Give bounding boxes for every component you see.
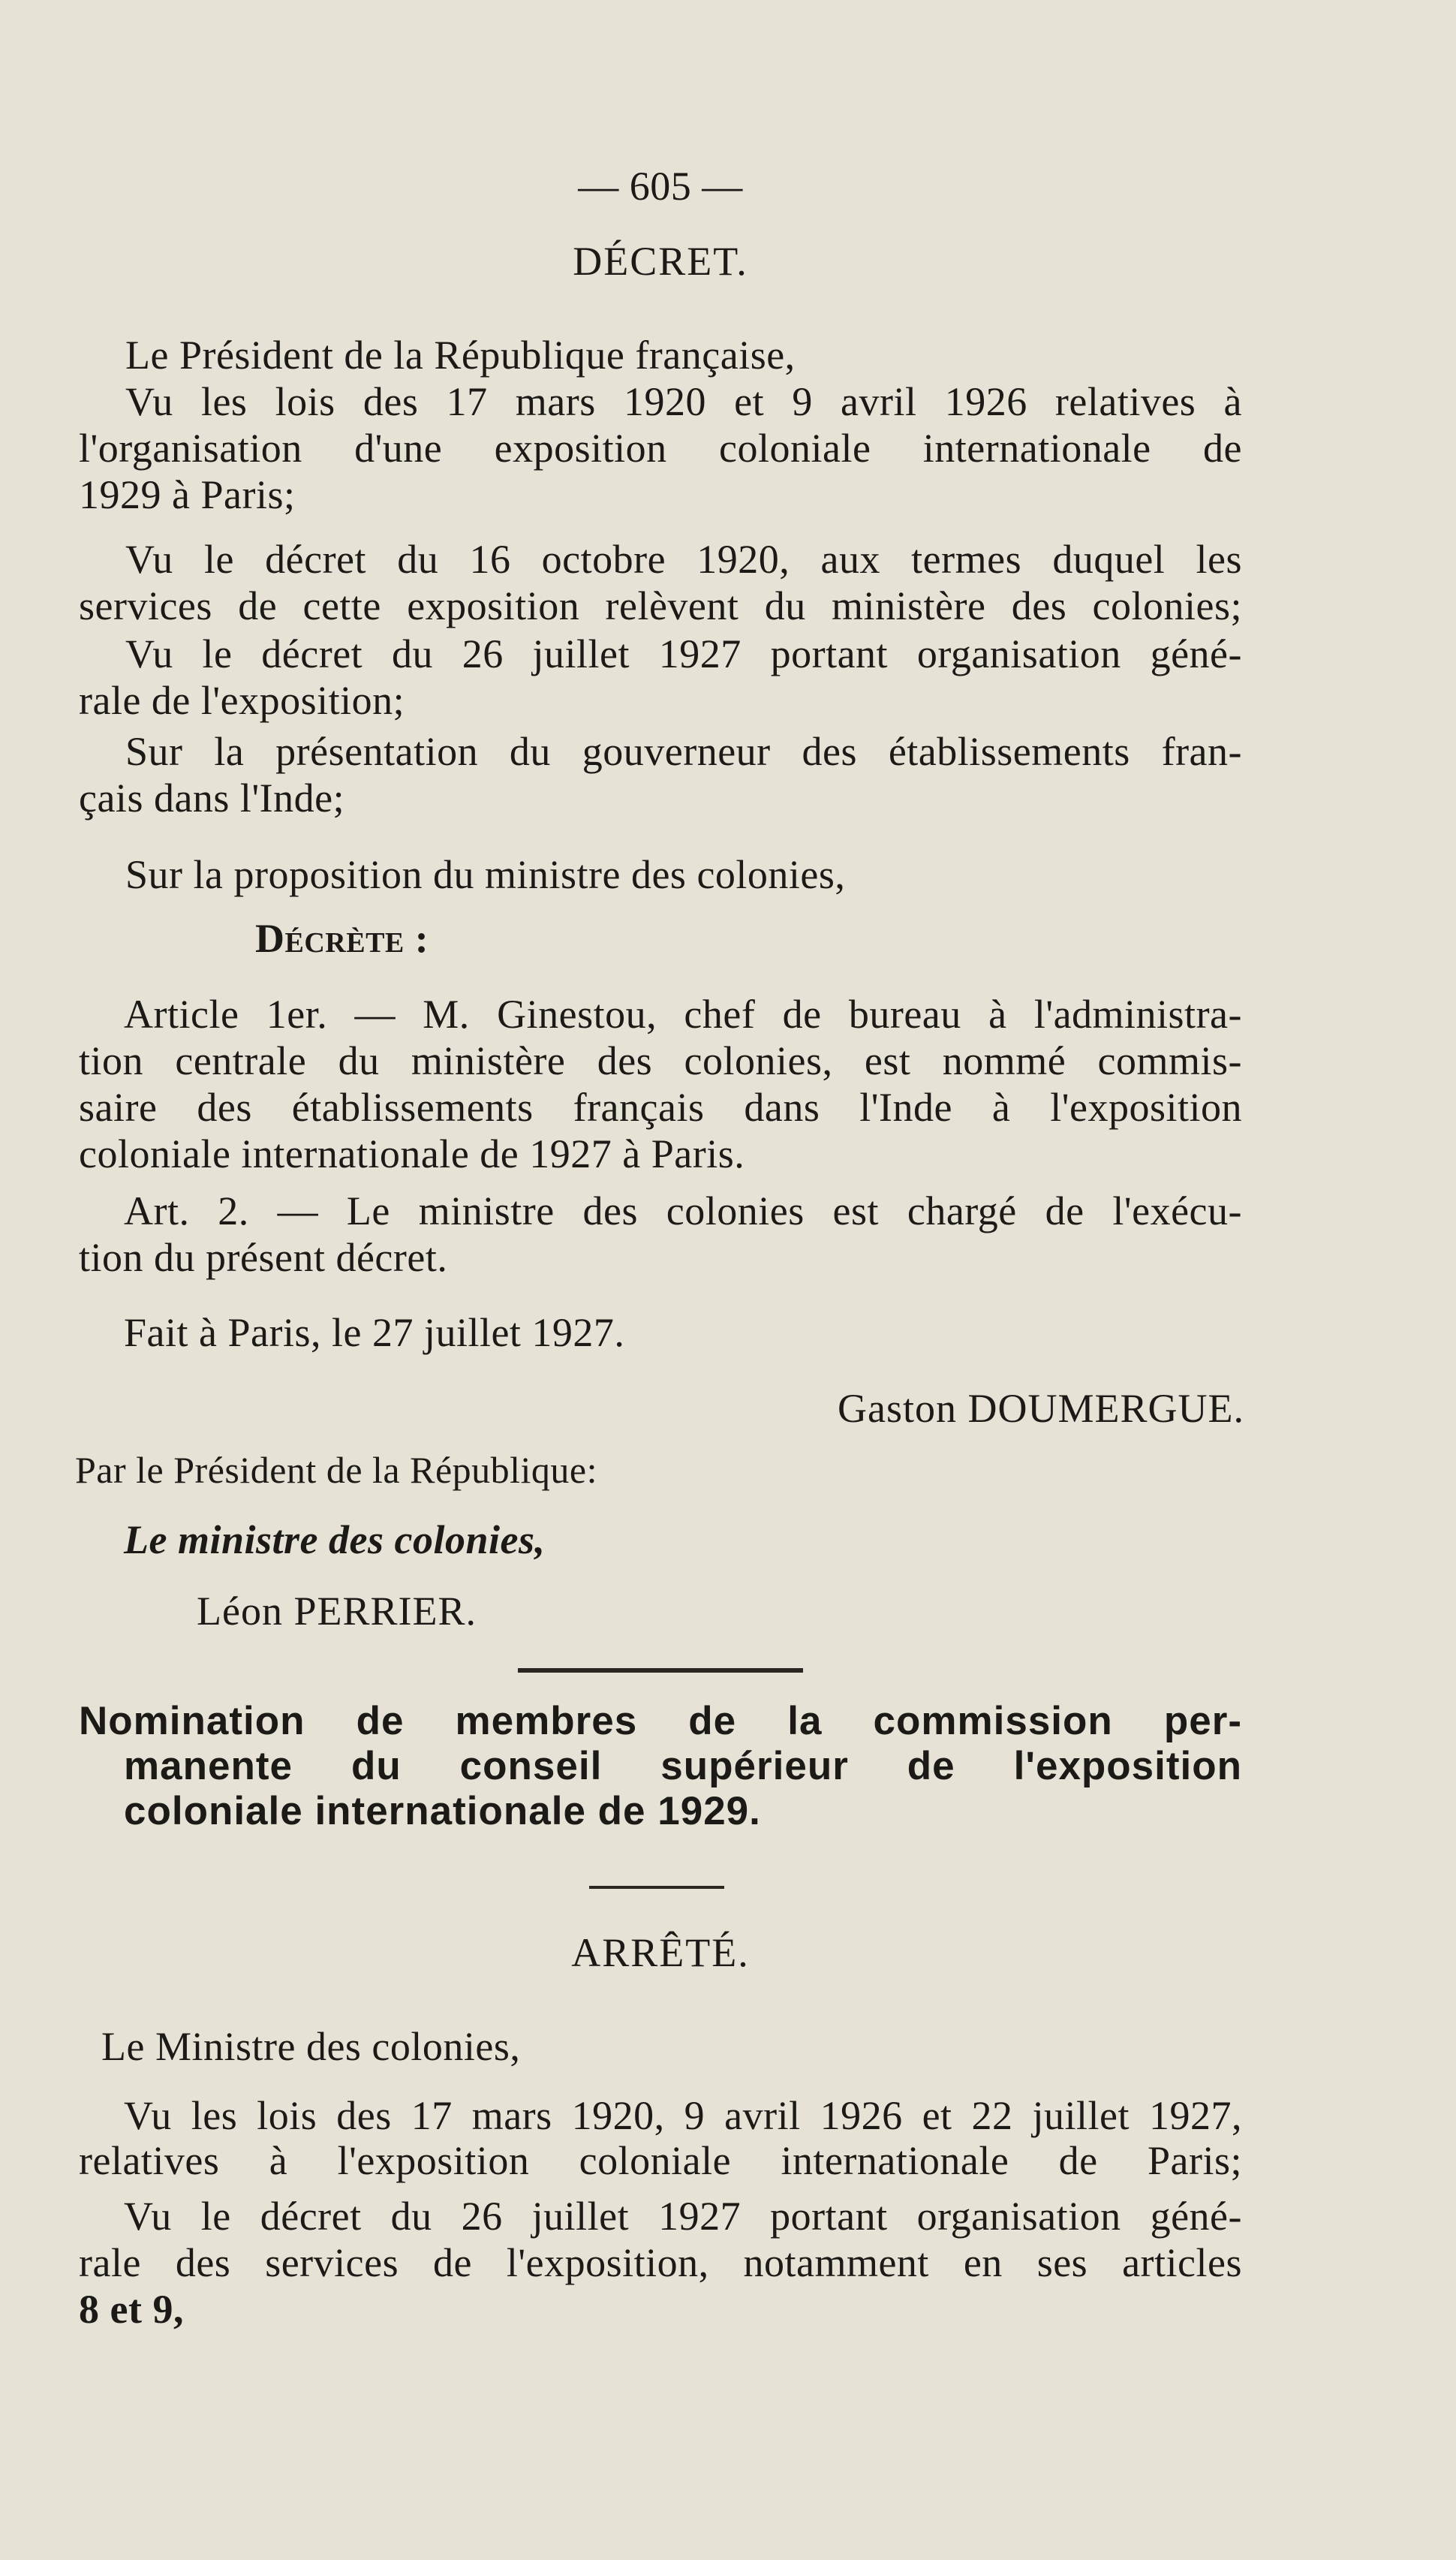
arrete-line: Vu les lois des 17 mars 1920, 9 avril 1926 et 22 juillet 1927,: [124, 2093, 1242, 2138]
preamble-line: rale de l'exposition;: [79, 678, 405, 723]
heading-divider: [589, 1886, 724, 1889]
minister-name: Léon PERRIER.: [197, 1589, 477, 1634]
minister-title: Le ministre des colonies,: [124, 1517, 546, 1562]
preamble-line: çais dans l'Inde;: [79, 776, 345, 821]
preamble-line: Vu les lois des 17 mars 1920 et 9 avril 1926 relatives à: [125, 379, 1242, 424]
article-line: coloniale internationale de 1927 à Paris.: [79, 1131, 745, 1176]
preamble-line: l'organisation d'une exposition coloniale internationale de: [79, 426, 1242, 471]
preamble-line: services de cette exposition relèvent du ministère des colonies;: [79, 583, 1242, 628]
section-divider: [518, 1668, 803, 1673]
arrete-title: ARRÊTÉ.: [571, 1930, 750, 1975]
arrete-line: Vu le décret du 26 juillet 1927 portant organisation géné-: [124, 2194, 1242, 2239]
preamble-line: Vu le décret du 26 juillet 1927 portant organisation géné-: [125, 631, 1242, 676]
decree-date-line: Fait à Paris, le 27 juillet 1927.: [124, 1310, 625, 1355]
arrete-line: relatives à l'exposition coloniale internationale de Paris;: [79, 2138, 1242, 2183]
decrees-label: Décrète :: [255, 916, 429, 961]
countersign-intro: Par le Président de la République:: [75, 1449, 598, 1491]
preamble-line: Le Président de la République française,: [125, 333, 796, 378]
preamble-line: Sur la présentation du gouverneur des établissements fran-: [125, 729, 1242, 774]
article-line: saire des établissements français dans l'Inde à l'exposition: [79, 1085, 1242, 1130]
arrete-line: 8 et 9,: [79, 2287, 184, 2332]
arrete-line: Le Ministre des colonies,: [101, 2024, 521, 2069]
preamble-line: 1929 à Paris;: [79, 472, 296, 517]
page-number: — 605 —: [578, 164, 743, 209]
article-line: tion du présent décret.: [79, 1235, 448, 1280]
preamble-line: Vu le décret du 16 octobre 1920, aux termes duquel les: [125, 537, 1242, 582]
nomination-line: coloniale internationale de 1929.: [124, 1789, 761, 1833]
preamble-line: Sur la proposition du ministre des colonies,: [125, 852, 846, 897]
article-line: Article 1er. — M. Ginestou, chef de bureau à l'administra-: [124, 992, 1242, 1037]
nomination-line: Nomination de membres de la commission per-: [79, 1699, 1242, 1743]
arrete-line: rale des services de l'exposition, notamment en ses articles: [79, 2240, 1242, 2285]
article-line: Art. 2. — Le ministre des colonies est chargé de l'exécu-: [124, 1188, 1242, 1233]
decree-signatory: Gaston DOUMERGUE.: [838, 1386, 1244, 1431]
article-line: tion centrale du ministère des colonies, est nommé commis-: [79, 1038, 1242, 1083]
nomination-line: manente du conseil supérieur de l'exposition: [124, 1744, 1242, 1788]
decree-title: DÉCRET.: [573, 239, 748, 284]
